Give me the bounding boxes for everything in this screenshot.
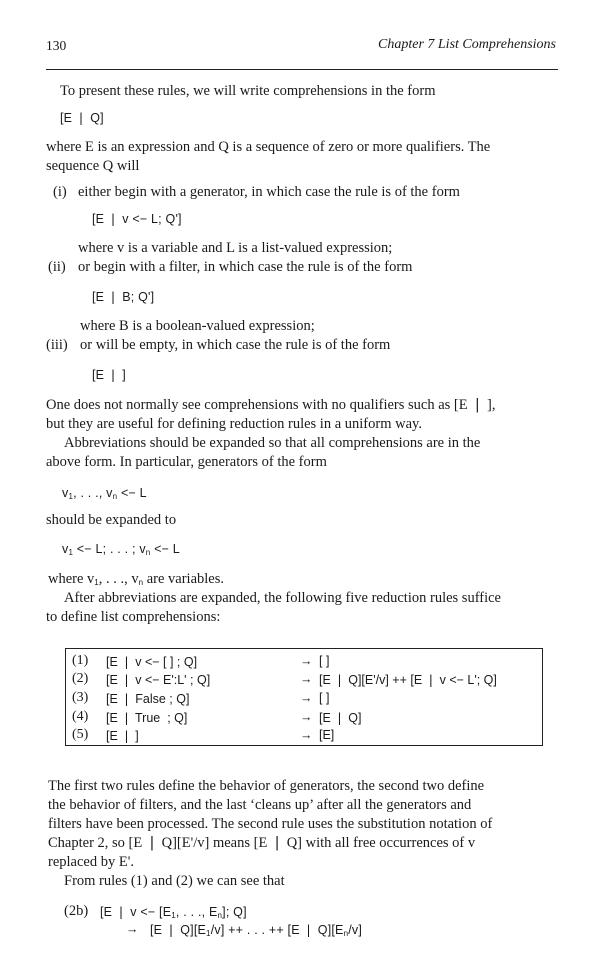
closing-line-5: replaced by E'. — [48, 854, 134, 870]
rule-rhs: [E ❘ Q] — [319, 711, 362, 725]
case-ii-form: [E ❘ B; Q'] — [92, 290, 155, 304]
rule-number: (5) — [72, 727, 89, 742]
rule-2b-lhs-post: ]; Q] — [222, 905, 247, 919]
rule-2b-lhs — [100, 904, 247, 920]
arrow-icon: → — [300, 672, 313, 686]
gen-mid: , . . ., v — [73, 486, 113, 500]
expanded-to-text: should be expanded to — [46, 512, 177, 528]
rule-2b-rhs-sub-1: 1 — [206, 929, 211, 938]
rule-2b-arrow-icon: → — [126, 922, 139, 936]
case-iii-form: [E ❘ ] — [92, 368, 126, 382]
rule-rhs: [E] — [319, 728, 335, 742]
case-ii-text: or begin with a filter, in which case the rule is of the form — [78, 259, 413, 275]
where-vars-mid: , . . ., v — [98, 571, 139, 587]
rule-2b-label: (2b) — [64, 903, 89, 919]
rule-rhs: [E ❘ Q][E'/v] ++ [E ❘ v <− L'; Q] — [319, 673, 497, 687]
closing-line-3: filters have been processed. The second rule uses the substitution notation of — [48, 816, 493, 832]
note-line-1: One does not normally see comprehensions with no qualifiers such as [E ❘ ], — [46, 397, 496, 413]
case-i-label: (i) — [53, 184, 67, 200]
exp-sub-1: 1 — [68, 548, 74, 557]
exp-sub-n: n — [145, 548, 151, 557]
case-ii-where: where B is a boolean-valued expression; — [80, 318, 315, 334]
abbrev-line-2: above form. In particular, generators of the form — [46, 454, 327, 470]
rule-rhs: [ ] — [319, 691, 330, 705]
case-i-text: either begin with a generator, in which case the rule is of the form — [78, 184, 460, 200]
abbrev-line-1: Abbreviations should be expanded so that all comprehensions are in the — [64, 435, 481, 451]
rule-lhs: [E ❘ v <− E':L' ; Q] — [106, 673, 211, 687]
rule-lhs: [E ❘ False ; Q] — [106, 692, 190, 706]
rule-2b-rhs-sub-n: n — [343, 929, 349, 938]
gen-sub-1: 1 — [68, 492, 74, 501]
case-ii-label: (ii) — [48, 259, 66, 275]
rule-2b-rhs-mid: /v] ++ . . . ++ [E ❘ Q][E — [210, 923, 344, 937]
rule-lhs: [E ❘ True ; Q] — [106, 711, 188, 725]
after-line-1: After abbreviations are expanded, the following five reduction rules suffice — [64, 590, 501, 606]
case-iii-text: or will be empty, in which case the rule is of the form — [80, 337, 391, 353]
rule-2b-lhs-mid: , . . ., E — [175, 905, 218, 919]
arrow-icon: → — [300, 710, 313, 724]
where-vars-sub-n: n — [138, 578, 144, 587]
arrow-icon: → — [300, 728, 313, 742]
arrow-icon: → — [300, 691, 313, 705]
reduction-rules-box — [65, 648, 543, 746]
exp-mid: <− L; . . . ; v — [73, 542, 146, 556]
where-line-2: sequence Q will — [46, 158, 140, 174]
header-rule — [46, 69, 558, 70]
where-line-1: where E is an expression and Q is a sequence of zero or more qualifiers. The — [46, 139, 491, 155]
from-rules-text: From rules (1) and (2) we can see that — [64, 873, 285, 889]
gen-sub-n: n — [112, 492, 118, 501]
gen-post: <− L — [117, 486, 147, 500]
expanded-form — [62, 542, 180, 557]
rule-number: (1) — [72, 653, 89, 668]
intro-text: To present these rules, we will write comprehensions in the form — [60, 83, 436, 99]
where-vars-post: are variables. — [143, 571, 224, 587]
rule-lhs: [E ❘ ] — [106, 729, 139, 743]
closing-line-2: the behavior of filters, and the last ‘cleans up’ after all the generators and — [48, 797, 472, 813]
rule-2b-lhs-sub-1: 1 — [171, 911, 176, 920]
rule-lhs: [E ❘ v <− [ ] ; Q] — [106, 655, 198, 669]
note-line-2: but they are useful for defining reduction rules in a uniform way. — [46, 416, 422, 432]
rule-2b-lhs-pre: [E ❘ v <− [E — [100, 905, 172, 919]
case-iii-label: (iii) — [46, 337, 68, 353]
closing-line-1: The first two rules define the behavior of generators, the second two define — [48, 778, 485, 794]
exp-post: <− L — [150, 542, 180, 556]
page-number: 130 — [46, 38, 67, 53]
rule-number: (3) — [72, 690, 89, 705]
rule-2b-rhs-post: /v] — [348, 923, 363, 937]
form-general: [E ❘ Q] — [60, 111, 104, 125]
rule-number: (4) — [72, 709, 89, 724]
running-title: Chapter 7 List Comprehensions — [378, 37, 556, 52]
rule-2b-rhs-pre: [E ❘ Q][E — [150, 923, 207, 937]
rule-2b-rhs — [150, 922, 362, 938]
arrow-icon: → — [300, 654, 313, 668]
rule-2b-lhs-sub-n: n — [217, 911, 223, 920]
rule-rhs: [ ] — [319, 654, 330, 668]
where-vars-pre: where v — [48, 571, 95, 587]
case-i-where: where v is a variable and L is a list-valued expression; — [78, 240, 393, 256]
where-vars-sub-1: 1 — [94, 578, 99, 587]
generator-form — [62, 486, 147, 501]
rule-number: (2) — [72, 671, 89, 686]
closing-line-4: Chapter 2, so [E ❘ Q][E'/v] means [E ❘ Q] with all free occurrences of v — [48, 835, 476, 851]
exp-var: v — [62, 542, 69, 556]
case-i-form: [E ❘ v <− L; Q'] — [92, 212, 182, 226]
after-line-2: to define list comprehensions: — [46, 609, 221, 625]
gen-var: v — [62, 486, 69, 500]
